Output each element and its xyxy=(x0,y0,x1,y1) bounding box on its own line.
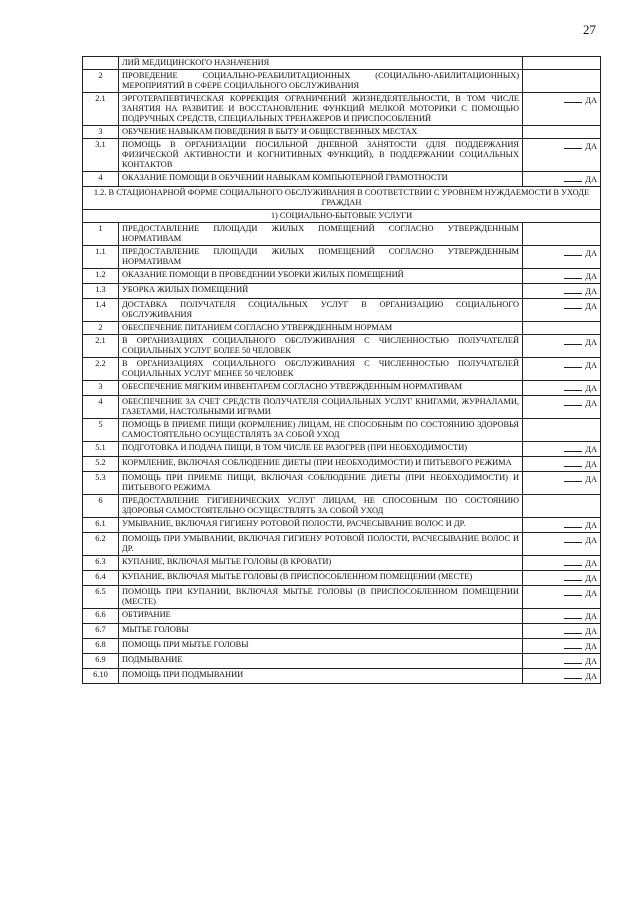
answer-cell xyxy=(523,533,601,556)
section-header: 1) СОЦИАЛЬНО-БЫТОВЫЕ УСЛУГИ xyxy=(83,210,601,223)
table-row xyxy=(83,639,601,654)
table-row xyxy=(83,495,601,518)
section-header: 1.2. В СТАЦИОНАРНОЙ ФОРМЕ СОЦИАЛЬНОГО ОБСЛУЖИВАНИЯ В СООТВЕТСТВИИ С УРОВНЕМ НУЖДАЕМОСТИ В УХОДЕ ГРАЖДАН xyxy=(83,187,601,210)
row-description: В ОРГАНИЗАЦИЯХ СОЦИАЛЬНОГО ОБСЛУЖИВАНИЯ С ЧИСЛЕННОСТЬЮ ПОЛУЧАТЕЛЕЙ СОЦИАЛЬНЫХ УСЛУГ МЕНЕЕ 50 ЧЕЛОВЕК xyxy=(119,358,523,381)
answer-label: ДА xyxy=(585,612,597,621)
row-description: УМЫВАНИЕ, ВКЛЮЧАЯ ГИГИЕНУ РОТОВОЙ ПОЛОСТИ, РАСЧЕСЫВАНИЕ ВОЛОС И ДР. xyxy=(119,518,523,533)
row-description: ЭРГОТЕРАПЕВТИЧЕСКАЯ КОРРЕКЦИЯ ОГРАНИЧЕНИЙ ЖИЗНЕДЕЯТЕЛЬНОСТИ, В ТОМ ЧИСЛЕ ЗАНЯТИЯ НА РАЗВИТИЕ И ВОССТАНОВЛЕНИЕ ФУНКЦИЙ МЕЛКОЙ МОТОРИКИ С ПОМОЩЬЮ ПОДРУЧНЫХ СРЕДСТВ, СПЕЦИАЛЬНЫХ ТРЕНАЖЕРОВ И ПРИСПОСОБЛЕНИЙ xyxy=(119,93,523,126)
answer-blank-line[interactable] xyxy=(564,670,582,679)
answer-blank-line[interactable] xyxy=(564,587,582,596)
answer-cell xyxy=(523,284,601,299)
row-description: В ОРГАНИЗАЦИЯХ СОЦИАЛЬНОГО ОБСЛУЖИВАНИЯ С ЧИСЛЕННОСТЬЮ ПОЛУЧАТЕЛЕЙ СОЦИАЛЬНЫХ УСЛУГ БОЛЕЕ 50 ЧЕЛОВЕК xyxy=(119,335,523,358)
answer-cell xyxy=(523,624,601,639)
row-number: 2 xyxy=(83,70,119,93)
row-description: ОБЕСПЕЧЕНИЕ ЗА СЧЕТ СРЕДСТВ ПОЛУЧАТЕЛЯ СОЦИАЛЬНЫХ УСЛУГ КНИГАМИ, ЖУРНАЛАМИ, ГАЗЕТАМИ, НАСТОЛЬНЫМИ ИГРАМИ xyxy=(119,396,523,419)
answer-label: ДА xyxy=(585,338,597,347)
table-row xyxy=(83,284,601,299)
answer-label: ДА xyxy=(585,536,597,545)
answer-blank-line[interactable] xyxy=(564,655,582,664)
answer-cell xyxy=(523,457,601,472)
answer-blank-line[interactable] xyxy=(564,443,582,452)
answer-cell xyxy=(523,93,601,126)
answer-blank-line[interactable] xyxy=(564,359,582,368)
answer-cell xyxy=(523,70,601,93)
row-description: ПОМОЩЬ ПРИ УМЫВАНИИ, ВКЛЮЧАЯ ГИГИЕНУ РОТОВОЙ ПОЛОСТИ, РАСЧЕСЫВАНИЕ ВОЛОС И ДР. xyxy=(119,533,523,556)
row-description: ОБЕСПЕЧЕНИЕ ПИТАНИЕМ СОГЛАСНО УТВЕРЖДЕННЫМ НОРМАМ xyxy=(119,322,523,335)
answer-blank-line[interactable] xyxy=(564,94,582,103)
answer-label: ДА xyxy=(585,475,597,484)
answer-blank-line[interactable] xyxy=(564,625,582,634)
table-row xyxy=(83,223,601,246)
row-number: 3 xyxy=(83,126,119,139)
answer-cell xyxy=(523,57,601,70)
table-row xyxy=(83,322,601,335)
row-description: ПОМОЩЬ ПРИ ПОДМЫВАНИИ xyxy=(119,669,523,684)
row-number: 6.7 xyxy=(83,624,119,639)
row-number: 6.3 xyxy=(83,556,119,571)
answer-cell xyxy=(523,381,601,396)
answer-label: ДА xyxy=(585,142,597,151)
row-number: 6.4 xyxy=(83,571,119,586)
answer-blank-line[interactable] xyxy=(564,397,582,406)
page-number: 27 xyxy=(583,22,596,37)
row-number: 6.5 xyxy=(83,586,119,609)
answer-cell xyxy=(523,639,601,654)
table-row xyxy=(83,358,601,381)
table-row xyxy=(83,624,601,639)
table-row xyxy=(83,609,601,624)
answer-cell xyxy=(523,495,601,518)
row-number: 5.2 xyxy=(83,457,119,472)
row-number: 4 xyxy=(83,396,119,419)
row-description: ПОМОЩЬ ПРИ МЫТЬЕ ГОЛОВЫ xyxy=(119,639,523,654)
answer-blank-line[interactable] xyxy=(564,336,582,345)
row-description: КОРМЛЕНИЕ, ВКЛЮЧАЯ СОБЛЮДЕНИЕ ДИЕТЫ (ПРИ НЕОБХОДИМОСТИ) И ПИТЬЕВОГО РЕЖИМА xyxy=(119,457,523,472)
row-number: 2.2 xyxy=(83,358,119,381)
row-description: УБОРКА ЖИЛЫХ ПОМЕЩЕНИЙ xyxy=(119,284,523,299)
row-number: 3 xyxy=(83,381,119,396)
row-description: ПОМОЩЬ В ОРГАНИЗАЦИИ ПОСИЛЬНОЙ ДНЕВНОЙ ЗАНЯТОСТИ (ДЛЯ ПОДДЕРЖАНИЯ ФИЗИЧЕСКОЙ АКТИВНОСТИ И КОГНИТИВНЫХ ФУНКЦИЙ), В ПОДДЕРЖАНИИ СОЦИАЛЬНЫХ КОНТАКТОВ xyxy=(119,139,523,172)
table-row xyxy=(83,299,601,322)
answer-cell xyxy=(523,472,601,495)
table-row xyxy=(83,457,601,472)
row-number: 5 xyxy=(83,419,119,442)
table-row xyxy=(83,586,601,609)
answer-blank-line[interactable] xyxy=(564,557,582,566)
answer-cell xyxy=(523,442,601,457)
row-number: 6.2 xyxy=(83,533,119,556)
row-description: ДОСТАВКА ПОЛУЧАТЕЛЯ СОЦИАЛЬНЫХ УСЛУГ В ОРГАНИЗАЦИЮ СОЦИАЛЬНОГО ОБСЛУЖИВАНИЯ xyxy=(119,299,523,322)
answer-blank-line[interactable] xyxy=(564,519,582,528)
answer-label: ДА xyxy=(585,642,597,651)
row-description: ПОМОЩЬ ПРИ ПРИЕМЕ ПИЩИ, ВКЛЮЧАЯ СОБЛЮДЕНИЕ ДИЕТЫ (ПРИ НЕОБХОДИМОСТИ) И ПИТЬЕВОГО РЕЖИМА xyxy=(119,472,523,495)
row-description: МЫТЬЕ ГОЛОВЫ xyxy=(119,624,523,639)
table-row xyxy=(83,518,601,533)
answer-cell xyxy=(523,299,601,322)
answer-cell xyxy=(523,556,601,571)
row-description: ОКАЗАНИЕ ПОМОЩИ В ОБУЧЕНИИ НАВЫКАМ КОМПЬЮТЕРНОЙ ГРАМОТНОСТИ xyxy=(119,172,523,187)
row-description: ОКАЗАНИЕ ПОМОЩИ В ПРОВЕДЕНИИ УБОРКИ ЖИЛЫХ ПОМЕЩЕНИЙ xyxy=(119,269,523,284)
answer-cell xyxy=(523,669,601,684)
answer-label: ДА xyxy=(585,96,597,105)
row-number: 6.6 xyxy=(83,609,119,624)
answer-label: ДА xyxy=(585,521,597,530)
answer-blank-line[interactable] xyxy=(564,458,582,467)
table-row xyxy=(83,381,601,396)
answer-cell xyxy=(523,172,601,187)
table-row xyxy=(83,442,601,457)
row-number: 1.4 xyxy=(83,299,119,322)
answer-blank-line[interactable] xyxy=(564,140,582,149)
section-header-row xyxy=(83,187,601,210)
table-row xyxy=(83,93,601,126)
answer-cell xyxy=(523,269,601,284)
answer-label: ДА xyxy=(585,445,597,454)
answer-cell xyxy=(523,246,601,269)
answer-label: ДА xyxy=(585,574,597,583)
row-number: 1 xyxy=(83,223,119,246)
row-number: 5.1 xyxy=(83,442,119,457)
table-row xyxy=(83,571,601,586)
row-number: 2 xyxy=(83,322,119,335)
row-description: ПРЕДОСТАВЛЕНИЕ ПЛОЩАДИ ЖИЛЫХ ПОМЕЩЕНИЙ СОГЛАСНО УТВЕРЖДЕННЫМ НОРМАТИВАМ xyxy=(119,223,523,246)
answer-cell xyxy=(523,654,601,669)
answer-blank-line[interactable] xyxy=(564,270,582,279)
row-number: 6 xyxy=(83,495,119,518)
answer-blank-line[interactable] xyxy=(564,473,582,482)
answer-label: ДА xyxy=(585,672,597,681)
table-row xyxy=(83,246,601,269)
answer-label: ДА xyxy=(585,384,597,393)
row-description: ЛИЙ МЕДИЦИНСКОГО НАЗНАЧЕНИЯ xyxy=(119,57,523,70)
answer-cell xyxy=(523,126,601,139)
row-number: 1.1 xyxy=(83,246,119,269)
answer-label: ДА xyxy=(585,272,597,281)
table-row xyxy=(83,556,601,571)
row-description: ОБТИРАНИЕ xyxy=(119,609,523,624)
answer-cell xyxy=(523,358,601,381)
answer-label: ДА xyxy=(585,302,597,311)
row-description: ПОМОЩЬ ПРИ КУПАНИИ, ВКЛЮЧАЯ МЫТЬЕ ГОЛОВЫ (В ПРИСПОСОБЛЕННОМ ПОМЕЩЕНИИ (МЕСТЕ) xyxy=(119,586,523,609)
table-row xyxy=(83,654,601,669)
table-row xyxy=(83,139,601,172)
row-number: 2.1 xyxy=(83,335,119,358)
answer-blank-line[interactable] xyxy=(564,382,582,391)
table-row xyxy=(83,57,601,70)
row-description: ПРЕДОСТАВЛЕНИЕ ПЛОЩАДИ ЖИЛЫХ ПОМЕЩЕНИЙ СОГЛАСНО УТВЕРЖДЕННЫМ НОРМАТИВАМ xyxy=(119,246,523,269)
answer-cell xyxy=(523,223,601,246)
answer-label: ДА xyxy=(585,460,597,469)
table-row xyxy=(83,335,601,358)
row-description: ОБЕСПЕЧЕНИЕ МЯГКИМ ИНВЕНТАРЕМ СОГЛАСНО УТВЕРЖДЕННЫМ НОРМАТИВАМ xyxy=(119,381,523,396)
table-row xyxy=(83,533,601,556)
row-description: КУПАНИЕ, ВКЛЮЧАЯ МЫТЬЕ ГОЛОВЫ (В КРОВАТИ) xyxy=(119,556,523,571)
row-number: 6.10 xyxy=(83,669,119,684)
answer-blank-line[interactable] xyxy=(564,640,582,649)
row-description: КУПАНИЕ, ВКЛЮЧАЯ МЫТЬЕ ГОЛОВЫ (В ПРИСПОСОБЛЕННОМ ПОМЕЩЕНИИ (МЕСТЕ) xyxy=(119,571,523,586)
row-number: 1.3 xyxy=(83,284,119,299)
table-row xyxy=(83,172,601,187)
answer-blank-line[interactable] xyxy=(564,300,582,309)
row-number: 1.2 xyxy=(83,269,119,284)
row-description: ПОДМЫВАНИЕ xyxy=(119,654,523,669)
answer-cell xyxy=(523,586,601,609)
answer-blank-line[interactable] xyxy=(564,173,582,182)
table-row xyxy=(83,419,601,442)
row-number: 2.1 xyxy=(83,93,119,126)
answer-cell xyxy=(523,335,601,358)
table-row xyxy=(83,70,601,93)
services-table xyxy=(82,56,601,684)
row-number: 6.8 xyxy=(83,639,119,654)
answer-cell xyxy=(523,419,601,442)
row-number xyxy=(83,57,119,70)
answer-cell xyxy=(523,322,601,335)
answer-blank-line[interactable] xyxy=(564,534,582,543)
services-table-body xyxy=(83,57,601,684)
answer-label: ДА xyxy=(585,175,597,184)
row-number: 6.9 xyxy=(83,654,119,669)
row-number: 4 xyxy=(83,172,119,187)
row-number: 3.1 xyxy=(83,139,119,172)
answer-cell xyxy=(523,571,601,586)
table-row xyxy=(83,126,601,139)
answer-blank-line[interactable] xyxy=(564,247,582,256)
section-header-row xyxy=(83,210,601,223)
table-row xyxy=(83,269,601,284)
answer-label: ДА xyxy=(585,657,597,666)
answer-label: ДА xyxy=(585,589,597,598)
row-description: ПРОВЕДЕНИЕ СОЦИАЛЬНО-РЕАБИЛИТАЦИОННЫХ (СОЦИАЛЬНО-АБИЛИТАЦИОННЫХ) МЕРОПРИЯТИЙ В СФЕРЕ СОЦИАЛЬНОГО ОБСЛУЖИВАНИЯ xyxy=(119,70,523,93)
row-number: 6.1 xyxy=(83,518,119,533)
answer-cell xyxy=(523,139,601,172)
answer-cell xyxy=(523,609,601,624)
row-description: ПОДГОТОВКА И ПОДАЧА ПИЩИ, В ТОМ ЧИСЛЕ ЕЕ РАЗОГРЕВ (ПРИ НЕОБХОДИМОСТИ) xyxy=(119,442,523,457)
answer-label: ДА xyxy=(585,559,597,568)
row-number: 5.3 xyxy=(83,472,119,495)
answer-label: ДА xyxy=(585,399,597,408)
table-row xyxy=(83,472,601,495)
table-row xyxy=(83,396,601,419)
answer-blank-line[interactable] xyxy=(564,572,582,581)
answer-label: ДА xyxy=(585,627,597,636)
answer-cell xyxy=(523,396,601,419)
row-description: ПОМОЩЬ В ПРИЕМЕ ПИЩИ (КОРМЛЕНИЕ) ЛИЦАМ, НЕ СПОСОБНЫМ ПО СОСТОЯНИЮ ЗДОРОВЬЯ САМОСТОЯТЕЛЬНО ОСУЩЕСТВЛЯТЬ ЗА СОБОЙ УХОД xyxy=(119,419,523,442)
answer-cell xyxy=(523,518,601,533)
table-row xyxy=(83,669,601,684)
answer-label: ДА xyxy=(585,287,597,296)
answer-blank-line[interactable] xyxy=(564,610,582,619)
row-description: ОБУЧЕНИЕ НАВЫКАМ ПОВЕДЕНИЯ В БЫТУ И ОБЩЕСТВЕННЫХ МЕСТАХ xyxy=(119,126,523,139)
answer-label: ДА xyxy=(585,361,597,370)
answer-blank-line[interactable] xyxy=(564,285,582,294)
row-description: ПРЕДОСТАВЛЕНИЕ ГИГИЕНИЧЕСКИХ УСЛУГ ЛИЦАМ, НЕ СПОСОБНЫМ ПО СОСТОЯНИЮ ЗДОРОВЬЯ САМОСТОЯТЕЛЬНО ОСУЩЕСТВЛЯТЬ ЗА СОБОЙ УХОД xyxy=(119,495,523,518)
answer-label: ДА xyxy=(585,249,597,258)
